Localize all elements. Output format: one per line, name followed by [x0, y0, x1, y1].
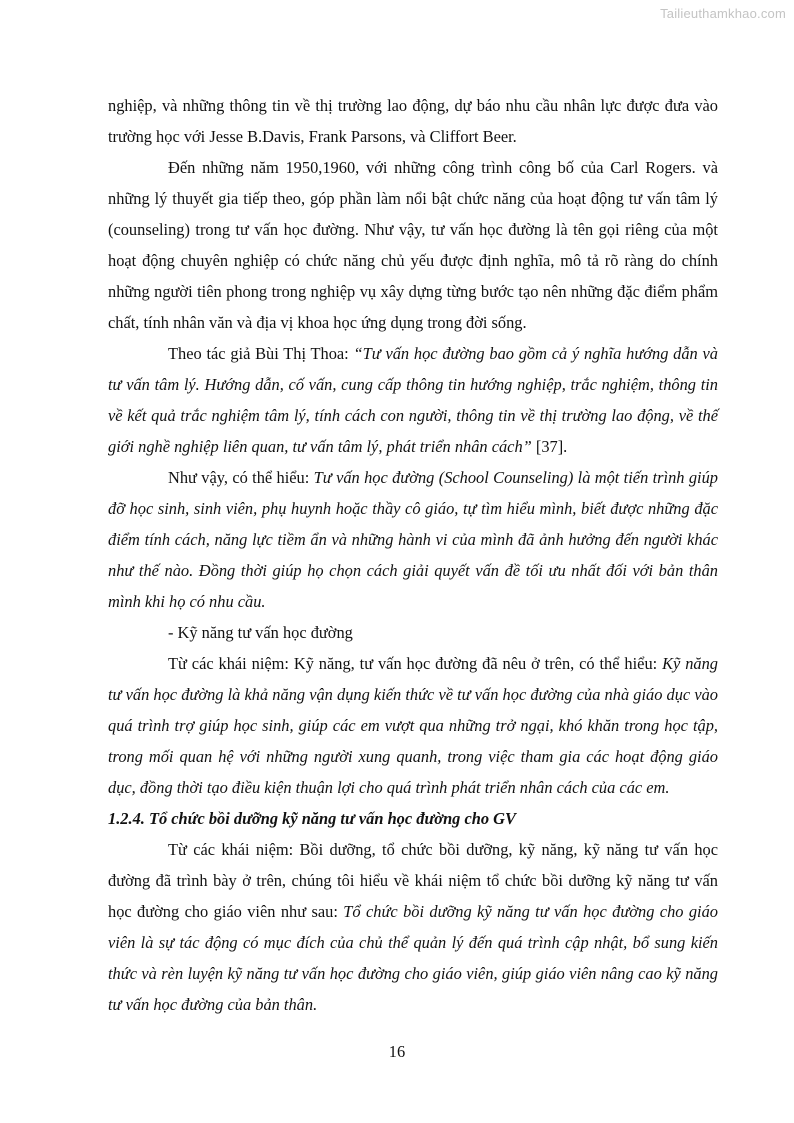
p3-ref: [37]. — [531, 437, 568, 456]
paragraph-6 — [108, 648, 718, 803]
p3-lead: Theo tác giả Bùi Thị Thoa: — [168, 344, 354, 363]
paragraph-3 — [108, 338, 718, 462]
p4-lead: Như vậy, có thể hiểu: — [168, 468, 314, 487]
page-number: 16 — [388, 1042, 406, 1061]
paragraph-1: nghiệp, và những thông tin về thị trường lao động, dự báo nhu cầu nhân lực được đưa vào trường học với Jesse B.Davis, Frank Parsons, và Cliffort Beer. — [108, 96, 718, 146]
watermark: Tailieuthamkhao.com — [660, 6, 786, 21]
p7-lead: Từ các khái niệm: Bồi dưỡng, tổ chức bồi dưỡng, kỹ năng, kỹ năng tư vấn học đường đã trình bày ở trên, chúng tôi hiểu về khái niệm tổ chức bồi dưỡng kỹ năng tư vấn học đường cho giáo viên như sau: — [108, 840, 718, 921]
p6-definition: Kỹ năng tư vấn học đường là khả năng vận dụng kiến thức về tư vấn học đường của nhà giáo dục vào quá trình trợ giúp học sinh, giúp các em vượt qua những trở ngại, khó khăn trong học tập, trong mối quan hệ với những người xung quanh, trong việc tham gia các hoạt động giáo dục, đồng thời tạo điều kiện thuận lợi cho quá trình phát triển nhân cách của các em. — [108, 654, 718, 797]
document-body — [108, 90, 718, 1020]
p6-lead: Từ các khái niệm: Kỹ năng, tư vấn học đường đã nêu ở trên, có thể hiểu: — [168, 654, 663, 673]
paragraph-7 — [108, 834, 718, 1020]
p7-definition: Tổ chức bồi dưỡng kỹ năng tư vấn học đường cho giáo viên là sự tác động có mục đích của chủ thể quản lý đến quá trình cập nhật, bổ sung kiến thức và rèn luyện kỹ năng tư vấn học đường cho giáo viên, giúp giáo viên nâng cao kỹ năng tư vấn học đường của bản thân. — [108, 902, 718, 1014]
p4-definition: Tư vấn học đường (School Counseling) là một tiến trình giúp đỡ học sinh, sinh viên, phụ huynh hoặc thầy cô giáo, tự tìm hiểu mình, biết được những đặc điểm tính cách, năng lực tiềm ẩn và những hành vi của mình đã ảnh hưởng đến người khác như thế nào. Đồng thời giúp họ chọn cách giải quyết vấn đề tối ưu nhất đối với bản thân mình khi họ có nhu cầu. — [108, 468, 718, 611]
section-heading: 1.2.4. Tổ chức bồi dưỡng kỹ năng tư vấn học đường cho GV — [108, 809, 516, 828]
paragraph-5: - Kỹ năng tư vấn học đường — [168, 623, 353, 642]
p3-quote: “Tư vấn học đường bao gồm cả ý nghĩa hướng dẫn và tư vấn tâm lý. Hướng dẫn, cố vấn, cung cấp thông tin hướng nghiệp, trắc nghiệm, thông tin về kết quả trắc nghiệm tâm lý, tính cách con người, thông tin về thị trường lao động, về thế giới nghề nghiệp liên quan, tư vấn tâm lý, phát triển nhân cách” — [108, 344, 718, 456]
paragraph-4 — [108, 462, 718, 617]
paragraph-2: Đến những năm 1950,1960, với những công trình công bố của Carl Rogers. và những lý thuyết gia tiếp theo, góp phần làm nổi bật chức năng của hoạt động tư vấn tâm lý (counseling) trong tư vấn học đường. Như vậy, tư vấn học đường là tên gọi riêng của một hoạt động chuyên nghiệp có chức năng chủ yếu được định nghĩa, mô tả rõ ràng do chính những người tiên phong trong nghiệp vụ xây dựng từng bước tạo nên những đặc điểm phẩm chất, tính nhân văn và địa vị khoa học ứng dụng trong đời sống. — [108, 158, 718, 332]
